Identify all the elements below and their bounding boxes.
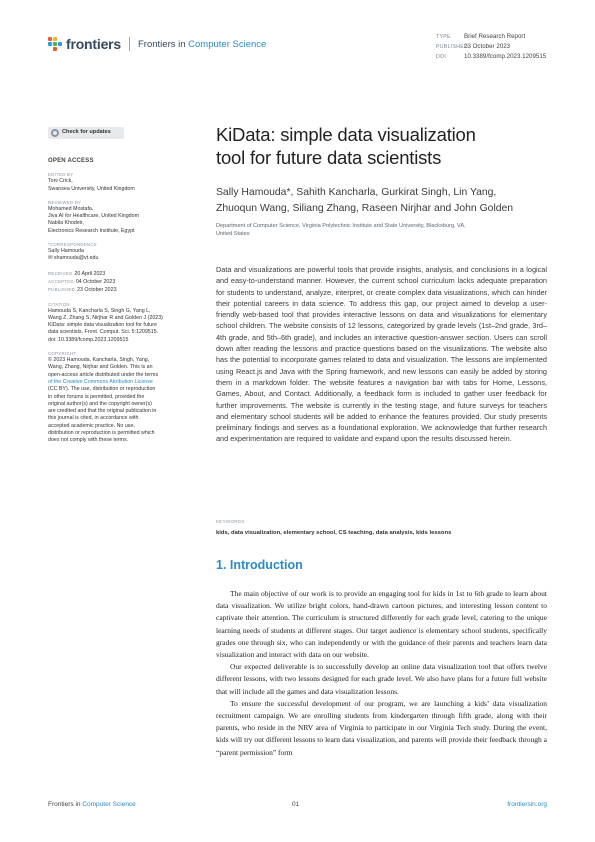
sidebar	[48, 127, 198, 445]
meta-doi[interactable]: DOI 10.3389/fcomp.2023.1209515	[436, 53, 547, 61]
paragraph: Our expected deliverable is to successfully develop an online data visualization tool that offers twelve different lessons, with two lessons designed for each grade level. We also have plans for a future full website that will include all the games and data visualization lessons.	[216, 662, 547, 696]
check-for-updates-button[interactable]	[48, 127, 124, 139]
correspondence: *CORRESPONDENCE Sally Hamouda ✉ shamouda@vt.edu	[48, 242, 198, 263]
page-number: 01	[292, 801, 300, 808]
page-header	[48, 33, 568, 61]
article-dates: RECEIVED 20 April 2023 ACCEPTED 04 October 2023 PUBLISHED 23 October 2023	[48, 270, 117, 294]
affiliation: Department of Computer Science, Virginia Polytechnic Institute and State University, Blacksburg, VA, United States	[216, 223, 466, 237]
check-updates-label: Check for updates	[62, 129, 111, 136]
frontiers-logo[interactable]	[48, 36, 266, 52]
article-title: KiData: simple data visualization tool for future data scientists	[216, 124, 476, 168]
authors: Sally Hamouda*, Sahith Kancharla, Gurkirat Singh, Lin Yang, Zhuoqun Wang, Siliang Zhang, Raseen Nirjhar and John Golden	[216, 187, 514, 214]
footer-site-link[interactable]: frontiersin.org	[507, 801, 547, 808]
frontiers-logo-icon	[48, 37, 62, 51]
correspondence-email[interactable]: ✉ shamouda@vt.edu	[48, 255, 99, 262]
citation: CITATION Hamouda S, Kancharla S, Singh G, Yang L, Wang Z, Zhang S, Nirjhar R and Golden J (2023) KiData: simple data visualization tool for future data scientists. Front. Comput. Sci. 5:1209515. doi: 10.3389/fcomp.2023.1209515	[48, 302, 198, 344]
article-meta	[436, 32, 546, 63]
abstract: Data and visualizations are powerful tools that provide insights, analysis, and conclusions in a logical and easy-to-understand manner. However, the current school curriculum lacks adequate preparation for students to understand, analyze, interpret, or create complex data visualizations, which can hinder their potential careers in data science. To address this gap, our project aimed to develop a user-friendly web-based tool that provides interactive lessons on data and visualizations for elementary school children. The website consists of 12 lessons, categorized by grade levels (1st–2nd grade, 3rd–4th grade, and 5th–6th grade), and includes an interactive question-answer section. Users can scroll down after reading the lessons and practice questions based on the visualizations. The website also has the potential to incorporate games related to data and visualization. The lessons are implemented using React.js and Java with the Spring framework, and new lessons can easily be added by storing them in a markdown folder. The website features a navigation bar with tabs for Home, Lessons, Games, About, and Contact. Additionally, a feedback form is included to gather user feedback for further improvements. The website is currently in the testing stage, and future surveys for teachers and elementary school students will be added to enhance the features provided. Our study presents preliminary findings and serves as a foundational exploration. We acknowledge that further research and experimentation are required to validate and expand upon the results discussed herein.	[216, 265, 547, 444]
paragraph: To ensure the successful development of our program, we are launching a kids’ data visualization recruitment campaign. We are enrolling students from kindergarten through fifth grade, along with their parents, who reside in the NRV area of Virginia to participate in our Virginia Tech study. During the event, kids will try out different lessons to learn data visualization, and parents will provide their feedback through a “parent permission” form	[216, 698, 547, 757]
open-access-label: OPEN ACCESS	[48, 158, 94, 164]
keywords-label: KEYWORDS	[216, 519, 245, 524]
section-title: 1. Introduction	[216, 558, 303, 572]
check-updates-icon	[51, 129, 59, 137]
edited-by: EDITED BY Toni Crick, Swansea University, United Kingdom	[48, 172, 135, 192]
journal-name[interactable]	[138, 39, 266, 50]
citation-doi-link[interactable]: doi: 10.3389/fcomp.2023.1209515	[48, 336, 129, 343]
footer-journal[interactable]: Frontiers in Computer Science	[48, 801, 136, 808]
copyright: COPYRIGHT © 2023 Hamouda, Kancharla, Singh, Yang, Wang, Zhang, Nirjhar and Golden. This is an open-access article distributed under the terms of the Creative Commons Attribution License (CC BY). The use, distribution or reproduction in other forums is permitted, provided the original author(s) and the copyright owner(s) are credited and that the original publication in this journal is cited, in accordance with accepted academic practice. No use, distribution or reproduction is permitted which does not comply with these terms.	[48, 351, 198, 445]
introduction-body	[216, 588, 547, 759]
meta-type: TYPE Brief Research Report	[436, 33, 526, 40]
paragraph: The main objective of our work is to provide an engaging tool for kids in 1st to 6th grade to learn about data visualization. We utilize bright colors, hand-drawn cartoon pictures, and interesting lesson content to captivate their attention. The curriculum is structured differently for each grade level, catering to the unique learning needs of students at different stages. Our target audience is elementary school students, specifically grades one through six, who can independently or with the guidance of their parents and teachers learn data visualization and interact with data on our website.	[216, 589, 547, 660]
meta-published: PUBLISHED23 October 2023	[436, 43, 511, 51]
cc-license-link[interactable]: of the Creative Commons Attribution License	[48, 378, 153, 385]
logo-text: frontiers	[66, 36, 121, 52]
keywords: kids, data visualization, elementary school, CS teaching, data analysis, kids lessons	[216, 530, 452, 536]
logo-divider	[129, 37, 130, 51]
journal-field: Computer Science	[188, 38, 267, 50]
reviewed-by: REVIEWED BY Mohamed Mostafa, Jiva AI for Healthcare, United Kingdom Nabila Khodeir, Electronics Research Institute, Egypt	[48, 199, 139, 234]
journal-prefix: Frontiers in	[138, 38, 186, 50]
